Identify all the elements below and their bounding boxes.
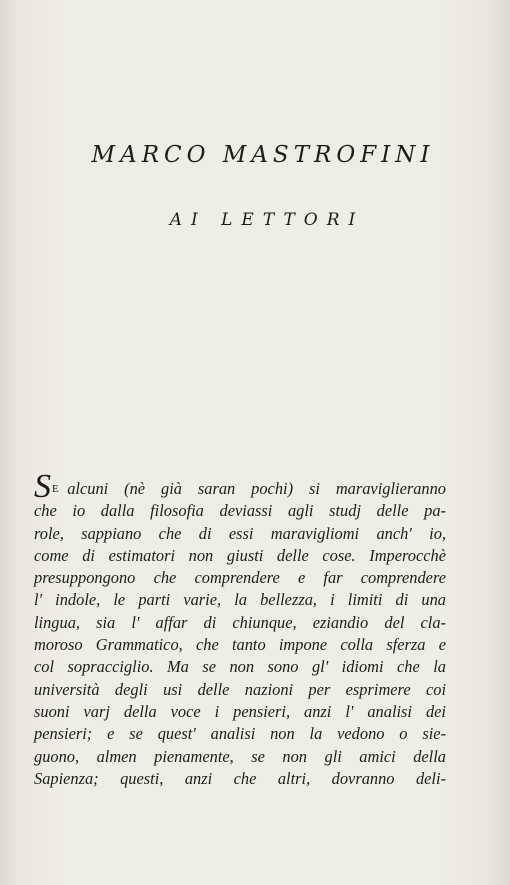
- drop-cap-small: E: [52, 483, 60, 495]
- text-line: suoni varj della voce i pensieri, anzi l' analisi dei: [34, 701, 446, 721]
- text-line: col sopracciglio. Ma se non sono gl' idiomi che la: [34, 657, 446, 677]
- text-line: università degli usi delle nazioni per esprimere coi: [34, 679, 446, 699]
- paragraph-first-line: [34, 468, 446, 506]
- text-line: pensieri; e se quest' analisi non la vedono o sie-: [34, 724, 446, 744]
- first-line-text: alcuni (nè già saran pochi) si maraviglieranno: [67, 479, 446, 498]
- text-line: guono, almen pienamente, se non gli amici della: [34, 746, 446, 766]
- drop-cap: S: [34, 468, 51, 506]
- text-line: Sapienza; questi, anzi che altri, dovranno deli-: [34, 768, 446, 788]
- text-line: lingua, sia l' affar di chiunque, eziandio del cla-: [34, 612, 446, 632]
- text-line: moroso Grammatico, che tanto impone colla sferza e: [34, 635, 446, 655]
- text-line: presuppongono che comprendere e far comprendere: [34, 568, 446, 588]
- text-line: l' indole, le parti varie, la bellezza, i limiti di una: [34, 590, 446, 610]
- text-line: come di estimatori non giusti delle cose. Imperocchè: [34, 545, 446, 565]
- section-heading: AI LETTORI: [169, 210, 365, 230]
- author-name: MARCO MASTROFINI: [91, 142, 435, 168]
- body-paragraph: [34, 468, 446, 790]
- text-line: role, sappiano che di essi maravigliomi anch' io,: [34, 523, 446, 543]
- text-line: che io dalla filosofia deviassi agli studj delle pa-: [34, 501, 446, 521]
